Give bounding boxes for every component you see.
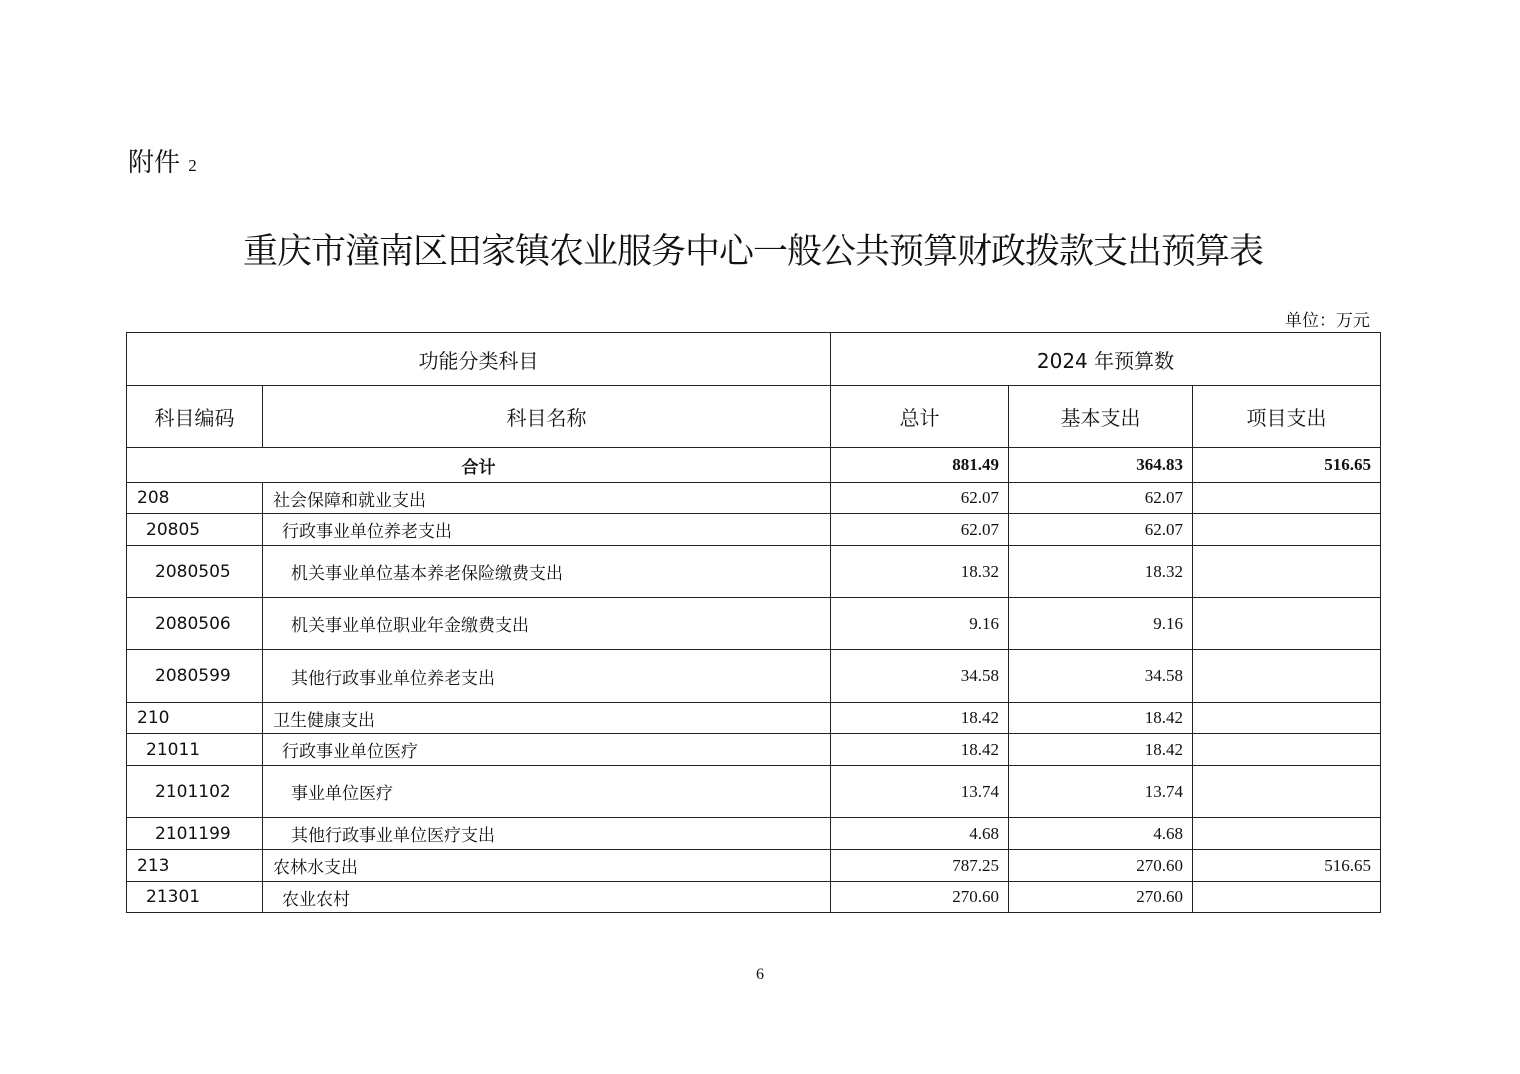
row-name: 机关事业单位基本养老保险缴费支出 [263, 546, 831, 598]
header-total: 总计 [831, 386, 1009, 448]
row-project [1193, 598, 1381, 650]
row-name: 农林水支出 [263, 850, 831, 882]
row-project [1193, 546, 1381, 598]
row-basic: 62.07 [1009, 483, 1193, 514]
row-project [1193, 818, 1381, 850]
row-basic: 270.60 [1009, 882, 1193, 913]
row-total: 18.42 [831, 703, 1009, 734]
row-total: 9.16 [831, 598, 1009, 650]
row-name: 行政事业单位养老支出 [263, 514, 831, 546]
row-basic: 9.16 [1009, 598, 1193, 650]
row-name: 事业单位医疗 [263, 766, 831, 818]
column-header-row [127, 386, 1381, 448]
row-basic: 4.68 [1009, 818, 1193, 850]
row-name: 卫生健康支出 [263, 703, 831, 734]
row-name: 行政事业单位医疗 [263, 734, 831, 766]
row-basic: 18.42 [1009, 734, 1193, 766]
row-project [1193, 483, 1381, 514]
row-project [1193, 734, 1381, 766]
row-project [1193, 650, 1381, 703]
header-basic: 基本支出 [1009, 386, 1193, 448]
row-total: 787.25 [831, 850, 1009, 882]
row-basic: 62.07 [1009, 514, 1193, 546]
table-row [127, 650, 1381, 703]
row-basic: 34.58 [1009, 650, 1193, 703]
table-row [127, 514, 1381, 546]
row-total: 18.42 [831, 734, 1009, 766]
row-code: 2080599 [127, 650, 263, 703]
group-header-row [127, 333, 1381, 386]
row-total: 18.32 [831, 546, 1009, 598]
row-project [1193, 514, 1381, 546]
row-code: 2101199 [127, 818, 263, 850]
row-project [1193, 766, 1381, 818]
table-row [127, 703, 1381, 734]
table-row [127, 734, 1381, 766]
page-title: 重庆市潼南区田家镇农业服务中心一般公共预算财政拨款支出预算表 [242, 232, 1263, 272]
total-project: 516.65 [1193, 448, 1381, 483]
table-row [127, 882, 1381, 913]
row-basic: 18.42 [1009, 703, 1193, 734]
row-code: 21301 [127, 882, 263, 913]
table-row [127, 818, 1381, 850]
row-code: 213 [127, 850, 263, 882]
header-name: 科目名称 [263, 386, 831, 448]
row-project [1193, 882, 1381, 913]
attachment-number: 2 [188, 156, 197, 175]
header-code: 科目编码 [127, 386, 263, 448]
attachment-text: 附件 [128, 148, 181, 178]
row-name: 机关事业单位职业年金缴费支出 [263, 598, 831, 650]
table-row [127, 483, 1381, 514]
table-row [127, 598, 1381, 650]
row-project: 516.65 [1193, 850, 1381, 882]
header-project: 项目支出 [1193, 386, 1381, 448]
row-name: 农业农村 [263, 882, 831, 913]
row-total: 62.07 [831, 514, 1009, 546]
header-budget-year: 2024 年预算数 [831, 333, 1381, 386]
attachment-label [128, 142, 206, 179]
page-number: 6 [756, 966, 764, 983]
row-code: 208 [127, 483, 263, 514]
table-row [127, 766, 1381, 818]
row-code: 210 [127, 703, 263, 734]
row-name: 其他行政事业单位医疗支出 [263, 818, 831, 850]
row-total: 34.58 [831, 650, 1009, 703]
row-basic: 18.32 [1009, 546, 1193, 598]
row-basic: 13.74 [1009, 766, 1193, 818]
row-name: 社会保障和就业支出 [263, 483, 831, 514]
row-code: 21011 [127, 734, 263, 766]
row-code: 2080505 [127, 546, 263, 598]
budget-table [126, 332, 1381, 913]
header-functional: 功能分类科目 [127, 333, 831, 386]
row-code: 2080506 [127, 598, 263, 650]
total-label: 合计 [127, 448, 831, 483]
total-total: 881.49 [831, 448, 1009, 483]
row-project [1193, 703, 1381, 734]
row-total: 62.07 [831, 483, 1009, 514]
row-total: 13.74 [831, 766, 1009, 818]
table-row [127, 546, 1381, 598]
row-code: 20805 [127, 514, 263, 546]
table-row [127, 850, 1381, 882]
row-basic: 270.60 [1009, 850, 1193, 882]
row-total: 270.60 [831, 882, 1009, 913]
row-code: 2101102 [127, 766, 263, 818]
row-name: 其他行政事业单位养老支出 [263, 650, 831, 703]
unit-label: 单位：万元 [1285, 311, 1370, 331]
total-basic: 364.83 [1009, 448, 1193, 483]
row-total: 4.68 [831, 818, 1009, 850]
total-row [127, 448, 1381, 483]
